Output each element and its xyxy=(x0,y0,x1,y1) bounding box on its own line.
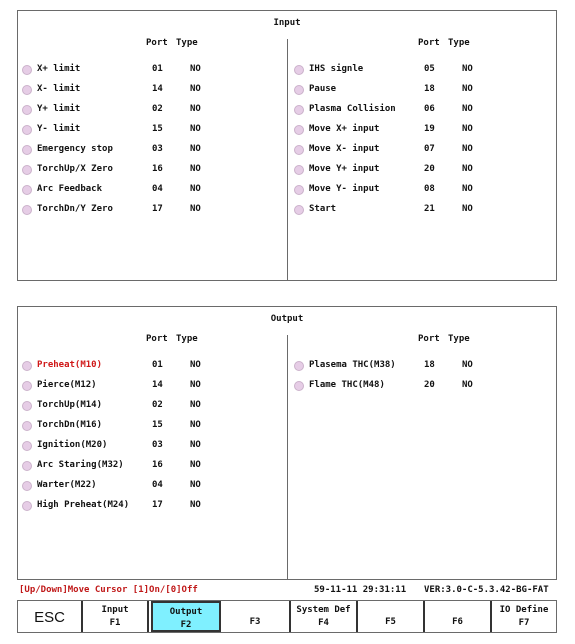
port-value: 20 xyxy=(424,380,435,390)
output-panel-title: Output xyxy=(18,307,556,332)
type-value: NO xyxy=(190,164,201,174)
port-value: 15 xyxy=(152,124,163,134)
type-value: NO xyxy=(190,204,201,214)
status-indicator-icon xyxy=(22,205,32,215)
type-value: NO xyxy=(190,500,201,510)
port-value: 19 xyxy=(424,124,435,134)
f2-output-button[interactable] xyxy=(151,601,221,632)
output-row[interactable] xyxy=(18,459,286,473)
type-value: NO xyxy=(190,360,201,370)
port-value: 05 xyxy=(424,64,435,74)
type-value: NO xyxy=(462,84,473,94)
type-value: NO xyxy=(462,184,473,194)
input-row[interactable] xyxy=(290,163,558,177)
signal-label: Arc Feedback xyxy=(37,184,103,194)
signal-label: Plasma Collision xyxy=(309,104,396,114)
type-value: NO xyxy=(190,460,201,470)
port-value: 16 xyxy=(152,164,163,174)
status-indicator-icon xyxy=(22,105,32,115)
type-value: NO xyxy=(462,144,473,154)
f5-button[interactable] xyxy=(358,601,425,632)
port-header: Port xyxy=(418,334,440,344)
type-value: NO xyxy=(462,64,473,74)
status-indicator-icon xyxy=(22,361,32,371)
type-value: NO xyxy=(190,144,201,154)
status-indicator-icon xyxy=(22,381,32,391)
signal-label: IHS signle xyxy=(309,64,364,74)
output-row[interactable] xyxy=(18,379,286,393)
type-value: NO xyxy=(462,164,473,174)
port-value: 07 xyxy=(424,144,435,154)
status-indicator-icon xyxy=(22,461,32,471)
port-value: 04 xyxy=(152,184,163,194)
datetime-readout: 59-11-11 29:31:11 xyxy=(314,585,407,595)
port-header: Port xyxy=(146,38,168,48)
port-value: 14 xyxy=(152,380,163,390)
type-header: Type xyxy=(448,334,470,344)
f7-key: F7 xyxy=(518,618,530,628)
status-indicator-icon xyxy=(294,165,304,175)
f1-title: Input xyxy=(101,605,129,615)
signal-label: TorchDn/Y Zero xyxy=(37,204,113,214)
signal-label: Emergency stop xyxy=(37,144,113,154)
signal-label: Y+ limit xyxy=(37,104,81,114)
column-divider xyxy=(287,39,288,280)
input-row[interactable] xyxy=(290,123,558,137)
f1-key: F1 xyxy=(109,618,121,628)
port-value: 21 xyxy=(424,204,435,214)
port-value: 16 xyxy=(152,460,163,470)
status-indicator-icon xyxy=(22,125,32,135)
type-value: NO xyxy=(190,400,201,410)
output-row[interactable] xyxy=(18,419,286,433)
input-row[interactable] xyxy=(18,63,286,77)
port-value: 18 xyxy=(424,360,435,370)
f2-title: Output xyxy=(169,607,203,617)
signal-label: Plasema THC(M38) xyxy=(309,360,396,370)
version-label: VER:3.0-C-5.3.42-BG-FAT xyxy=(424,585,549,595)
signal-label: Pause xyxy=(309,84,337,94)
signal-label: Flame THC(M48) xyxy=(309,380,385,390)
signal-label: Y- limit xyxy=(37,124,81,134)
type-value: NO xyxy=(462,204,473,214)
port-value: 03 xyxy=(152,440,163,450)
output-row[interactable] xyxy=(18,439,286,453)
column-divider xyxy=(287,335,288,579)
status-indicator-icon xyxy=(294,65,304,75)
status-bar xyxy=(17,582,557,600)
type-value: NO xyxy=(462,104,473,114)
signal-label: Move Y- input xyxy=(309,184,380,194)
type-value: NO xyxy=(190,124,201,134)
signal-label: Ignition(M20) xyxy=(37,440,108,450)
port-value: 04 xyxy=(152,480,163,490)
status-indicator-icon xyxy=(22,185,32,195)
f5-key: F5 xyxy=(385,617,396,627)
f3-button[interactable] xyxy=(221,601,291,632)
f7-title: IO Define xyxy=(499,605,549,615)
signal-label: High Preheat(M24) xyxy=(37,500,130,510)
input-row[interactable] xyxy=(18,83,286,97)
port-header: Port xyxy=(146,334,168,344)
signal-label: Move X- input xyxy=(309,144,380,154)
type-value: NO xyxy=(190,84,201,94)
status-indicator-icon xyxy=(22,145,32,155)
output-row[interactable] xyxy=(18,399,286,413)
f4-system-def-button[interactable] xyxy=(291,601,358,632)
output-row[interactable] xyxy=(290,379,558,393)
f3-key: F3 xyxy=(249,617,261,627)
port-value: 08 xyxy=(424,184,435,194)
signal-label: X+ limit xyxy=(37,64,81,74)
input-row[interactable] xyxy=(290,183,558,197)
status-indicator-icon xyxy=(22,421,32,431)
port-value: 02 xyxy=(152,400,163,410)
status-indicator-icon xyxy=(22,85,32,95)
port-value: 17 xyxy=(152,204,163,214)
status-indicator-icon xyxy=(294,381,304,391)
status-indicator-icon xyxy=(294,205,304,215)
port-value: 03 xyxy=(152,144,163,154)
type-value: NO xyxy=(462,360,473,370)
f2-key: F2 xyxy=(180,620,192,630)
status-indicator-icon xyxy=(294,145,304,155)
input-row[interactable] xyxy=(18,203,286,217)
signal-label: Arc Staring(M32) xyxy=(37,460,124,470)
status-indicator-icon xyxy=(294,125,304,135)
port-value: 01 xyxy=(152,64,163,74)
status-indicator-icon xyxy=(22,481,32,491)
signal-label: Start xyxy=(309,204,337,214)
status-indicator-icon xyxy=(294,361,304,371)
input-row[interactable] xyxy=(18,123,286,137)
status-indicator-icon xyxy=(22,441,32,451)
port-value: 14 xyxy=(152,84,163,94)
f6-button[interactable] xyxy=(425,601,492,632)
type-header: Type xyxy=(448,38,470,48)
port-value: 15 xyxy=(152,420,163,430)
input-row[interactable] xyxy=(18,103,286,117)
signal-label: Move X+ input xyxy=(309,124,380,134)
port-value: 18 xyxy=(424,84,435,94)
port-header: Port xyxy=(418,38,440,48)
status-indicator-icon xyxy=(294,85,304,95)
type-value: NO xyxy=(190,480,201,490)
status-indicator-icon xyxy=(294,105,304,115)
f4-title: System Def xyxy=(296,605,351,615)
type-value: NO xyxy=(190,104,201,114)
type-header: Type xyxy=(176,334,198,344)
status-indicator-icon xyxy=(22,401,32,411)
output-row-selected[interactable] xyxy=(18,359,286,373)
input-row[interactable] xyxy=(18,183,286,197)
type-value: NO xyxy=(190,184,201,194)
f4-key: F4 xyxy=(318,618,329,628)
signal-label: Warter(M22) xyxy=(37,480,97,490)
f1-input-button[interactable] xyxy=(83,601,149,632)
status-indicator-icon xyxy=(294,185,304,195)
output-row[interactable] xyxy=(290,359,558,373)
signal-label: TorchDn(M16) xyxy=(37,420,103,430)
port-value: 20 xyxy=(424,164,435,174)
port-value: 01 xyxy=(152,360,163,370)
f7-io-define-button[interactable] xyxy=(492,601,556,632)
type-value: NO xyxy=(190,420,201,430)
output-panel xyxy=(17,306,557,580)
esc-button[interactable] xyxy=(18,601,83,632)
port-value: 17 xyxy=(152,500,163,510)
type-value: NO xyxy=(462,380,473,390)
port-value: 02 xyxy=(152,104,163,114)
type-value: NO xyxy=(190,64,201,74)
status-indicator-icon xyxy=(22,165,32,175)
type-value: NO xyxy=(462,124,473,134)
input-row[interactable] xyxy=(290,203,558,217)
signal-label: TorchUp/X Zero xyxy=(37,164,113,174)
input-row[interactable] xyxy=(290,103,558,117)
signal-label: X- limit xyxy=(37,84,81,94)
signal-label: Move Y+ input xyxy=(309,164,380,174)
input-row[interactable] xyxy=(290,83,558,97)
type-value: NO xyxy=(190,380,201,390)
signal-label: TorchUp(M14) xyxy=(37,400,103,410)
esc-label: ESC xyxy=(34,609,65,626)
output-row[interactable] xyxy=(18,499,286,513)
input-row[interactable] xyxy=(290,63,558,77)
status-indicator-icon xyxy=(22,65,32,75)
input-panel xyxy=(17,10,557,281)
f6-key: F6 xyxy=(452,617,463,627)
input-row[interactable] xyxy=(18,143,286,157)
input-panel-title: Input xyxy=(18,11,556,36)
input-row[interactable] xyxy=(290,143,558,157)
port-value: 06 xyxy=(424,104,435,114)
status-indicator-icon xyxy=(22,501,32,511)
type-value: NO xyxy=(190,440,201,450)
output-row[interactable] xyxy=(18,479,286,493)
function-key-bar xyxy=(17,600,557,633)
signal-label: Pierce(M12) xyxy=(37,380,97,390)
type-header: Type xyxy=(176,38,198,48)
input-row[interactable] xyxy=(18,163,286,177)
key-hint: [Up/Down]Move Cursor [1]On/[0]Off xyxy=(19,585,198,595)
signal-label: Preheat(M10) xyxy=(37,360,103,370)
